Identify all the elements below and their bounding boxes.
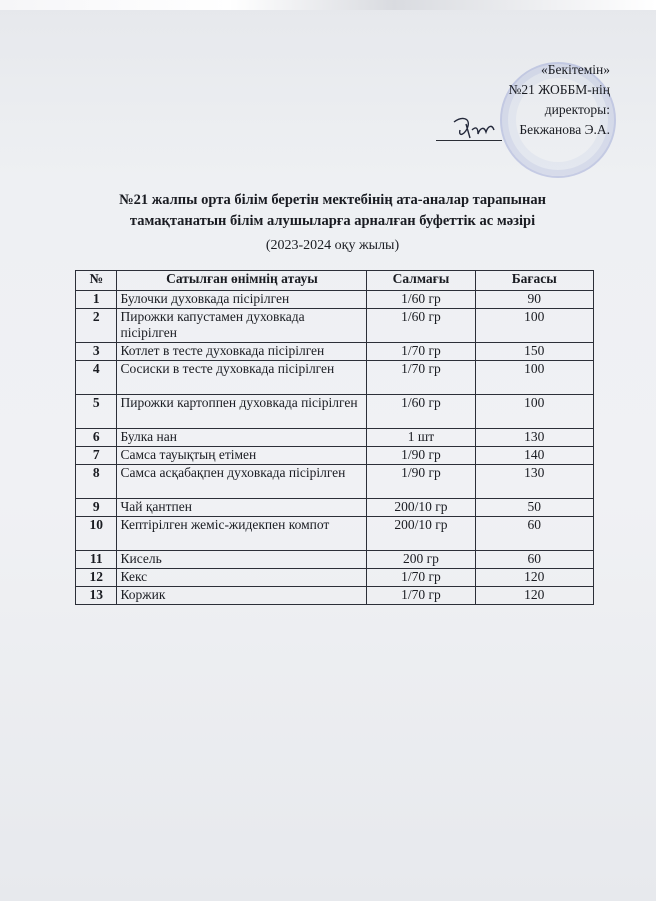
product-name: Коржик: [117, 587, 367, 605]
document-title: [60, 190, 605, 232]
product-name: Кисель: [117, 551, 367, 569]
product-name: Кекс: [117, 569, 367, 587]
row-number: 11: [76, 551, 117, 569]
product-weight: 200/10 гр: [367, 499, 475, 517]
product-name: Чай қантпен: [117, 499, 367, 517]
table-row: [76, 517, 594, 551]
product-price: 120: [475, 587, 593, 605]
product-price: 100: [475, 395, 593, 429]
row-number: 5: [76, 395, 117, 429]
product-price: 150: [475, 343, 593, 361]
approval-line-3: директоры:: [544, 102, 610, 117]
product-weight: 1/70 гр: [367, 343, 475, 361]
table-row: [76, 569, 594, 587]
row-number: 3: [76, 343, 117, 361]
header-weight: Салмағы: [367, 271, 475, 291]
table-row: [76, 465, 594, 499]
approval-line-4: Бекжанова Э.А.: [519, 122, 610, 137]
table-row: [76, 429, 594, 447]
product-price: 60: [475, 517, 593, 551]
table-row: [76, 343, 594, 361]
product-price: 100: [475, 309, 593, 343]
product-weight: 1/70 гр: [367, 361, 475, 395]
table-header-row: [76, 271, 594, 291]
header-number: №: [76, 271, 117, 291]
product-weight: 1/70 гр: [367, 569, 475, 587]
row-number: 9: [76, 499, 117, 517]
product-weight: 1/70 гр: [367, 587, 475, 605]
table-row: [76, 309, 594, 343]
academic-year: (2023-2024 оқу жылы): [265, 238, 400, 253]
product-weight: 200/10 гр: [367, 517, 475, 551]
product-weight: 1/90 гр: [367, 465, 475, 499]
product-price: 140: [475, 447, 593, 465]
product-price: 130: [475, 429, 593, 447]
row-number: 7: [76, 447, 117, 465]
product-name: Сосиски в тесте духовкада пісірілген: [117, 361, 367, 395]
product-name: Булочки духовкада пісірілген: [117, 291, 367, 309]
page-top-edge: [0, 0, 656, 10]
product-weight: 200 гр: [367, 551, 475, 569]
product-price: 100: [475, 361, 593, 395]
product-price: 130: [475, 465, 593, 499]
header-product-name: Сатылған өнімнің атауы: [117, 271, 367, 291]
title-line-1: №21 жалпы орта білім беретін мектебінің ата-аналар тарапынан: [119, 192, 546, 208]
product-name: Котлет в тесте духовкада пісірілген: [117, 343, 367, 361]
row-number: 1: [76, 291, 117, 309]
row-number: 6: [76, 429, 117, 447]
table-row: [76, 499, 594, 517]
table-row: [76, 361, 594, 395]
product-price: 120: [475, 569, 593, 587]
product-weight: 1/60 гр: [367, 309, 475, 343]
product-name: Кептірілген жеміс-жидекпен компот: [117, 517, 367, 551]
approval-line-2: №21 ЖОББМ-нің: [508, 82, 610, 97]
product-weight: 1/60 гр: [367, 291, 475, 309]
approval-line-1: «Бекітемін»: [541, 62, 610, 77]
row-number: 4: [76, 361, 117, 395]
title-line-2: тамақтанатын білім алушыларға арналған буфеттік ас мәзірі: [129, 213, 536, 229]
product-price: 50: [475, 499, 593, 517]
table-row: [76, 551, 594, 569]
product-name: Булка нан: [117, 429, 367, 447]
menu-table: [75, 270, 594, 605]
product-weight: 1 шт: [367, 429, 475, 447]
product-name: Самса асқабақпен духовкада пісірілген: [117, 465, 367, 499]
row-number: 8: [76, 465, 117, 499]
product-name: Пирожки картоппен духовкада пісірілген: [117, 395, 367, 429]
table-row: [76, 447, 594, 465]
row-number: 10: [76, 517, 117, 551]
product-weight: 1/90 гр: [367, 447, 475, 465]
row-number: 13: [76, 587, 117, 605]
product-price: 60: [475, 551, 593, 569]
product-name: Самса тауықтың етімен: [117, 447, 367, 465]
table-row: [76, 587, 594, 605]
table-row: [76, 291, 594, 309]
product-weight: 1/60 гр: [367, 395, 475, 429]
table-row: [76, 395, 594, 429]
row-number: 2: [76, 309, 117, 343]
product-price: 90: [475, 291, 593, 309]
row-number: 12: [76, 569, 117, 587]
header-price: Бағасы: [475, 271, 593, 291]
product-name: Пирожки капустамен духовкада пісірілген: [117, 309, 367, 343]
signature-line: [436, 140, 502, 141]
